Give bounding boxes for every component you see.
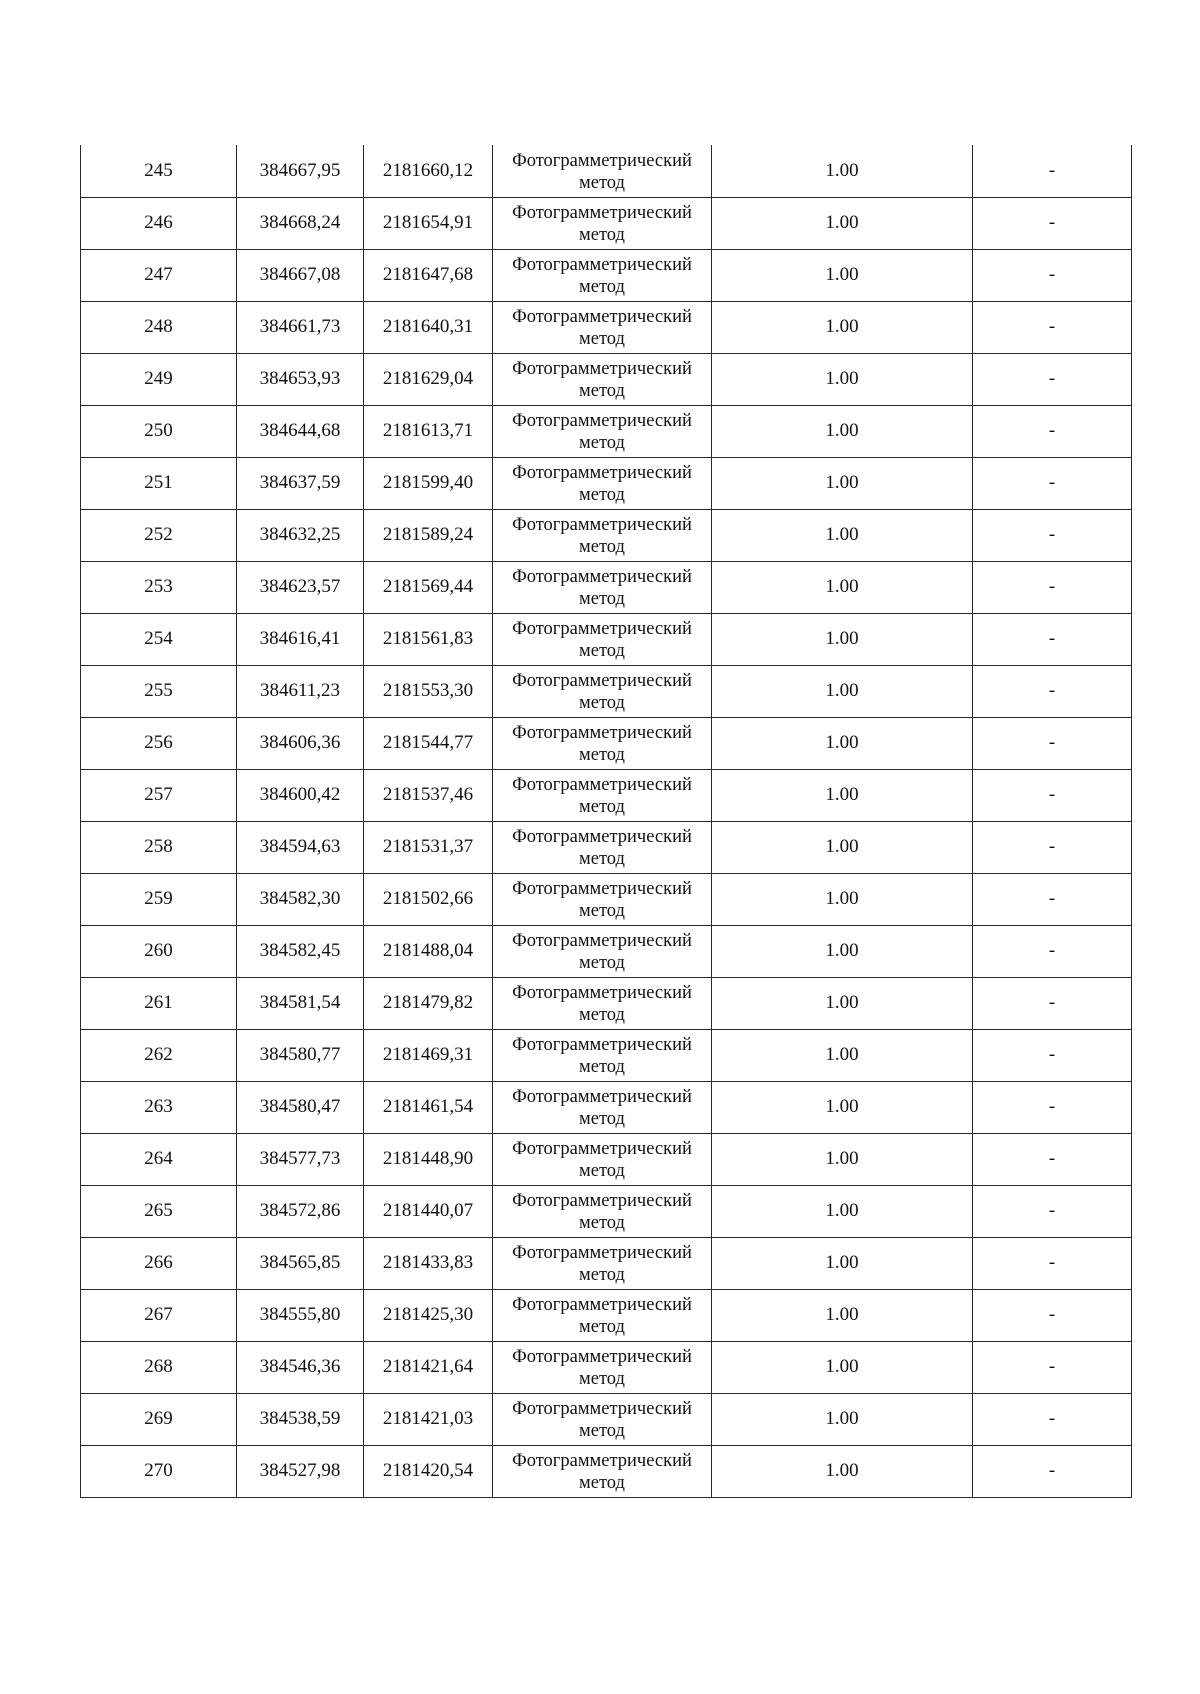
accuracy-cell: 1.00 bbox=[712, 561, 973, 613]
point-number-cell: 249 bbox=[81, 353, 237, 405]
coordinate-y-cell: 2181421,03 bbox=[364, 1393, 493, 1445]
description-cell: - bbox=[973, 301, 1132, 353]
accuracy-cell: 1.00 bbox=[712, 1289, 973, 1341]
accuracy-cell: 1.00 bbox=[712, 1185, 973, 1237]
method-text-line2: метод bbox=[579, 329, 625, 349]
coordinate-y-cell: 2181448,90 bbox=[364, 1133, 493, 1185]
coordinate-x-cell: 384555,80 bbox=[237, 1289, 364, 1341]
method-text-line2: метод bbox=[579, 381, 625, 401]
method-cell bbox=[493, 1445, 712, 1497]
point-number-cell: 270 bbox=[81, 1445, 237, 1497]
table-row bbox=[81, 1237, 1132, 1289]
point-number-cell: 253 bbox=[81, 561, 237, 613]
method-cell bbox=[493, 925, 712, 977]
method-text-line1: Фотограмметрический bbox=[512, 671, 692, 691]
method-text-line2: метод bbox=[579, 797, 625, 817]
method-cell bbox=[493, 301, 712, 353]
coordinate-x-cell: 384581,54 bbox=[237, 977, 364, 1029]
coordinate-x-cell: 384606,36 bbox=[237, 717, 364, 769]
method-text-line2: метод bbox=[579, 1369, 625, 1389]
method-text-line1: Фотограмметрический bbox=[512, 1191, 692, 1211]
description-cell: - bbox=[973, 665, 1132, 717]
accuracy-cell: 1.00 bbox=[712, 665, 973, 717]
coordinate-x-cell: 384538,59 bbox=[237, 1393, 364, 1445]
description-cell: - bbox=[973, 1133, 1132, 1185]
coordinate-x-cell: 384580,77 bbox=[237, 1029, 364, 1081]
coordinate-y-cell: 2181589,24 bbox=[364, 509, 493, 561]
coordinate-y-cell: 2181531,37 bbox=[364, 821, 493, 873]
method-text-line2: метод bbox=[579, 433, 625, 453]
accuracy-cell: 1.00 bbox=[712, 977, 973, 1029]
table-row bbox=[81, 717, 1132, 769]
accuracy-cell: 1.00 bbox=[712, 509, 973, 561]
method-cell bbox=[493, 769, 712, 821]
method-text-line1: Фотограмметрический bbox=[512, 723, 692, 743]
method-text-line1: Фотограмметрический bbox=[512, 1087, 692, 1107]
method-text-line1: Фотограмметрический bbox=[512, 619, 692, 639]
description-cell: - bbox=[973, 1185, 1132, 1237]
description-cell: - bbox=[973, 613, 1132, 665]
method-text-line1: Фотограмметрический bbox=[512, 567, 692, 587]
description-cell: - bbox=[973, 1445, 1132, 1497]
method-text-line1: Фотограмметрический bbox=[512, 307, 692, 327]
method-text-line2: метод bbox=[579, 901, 625, 921]
method-cell bbox=[493, 457, 712, 509]
description-cell: - bbox=[973, 1393, 1132, 1445]
method-cell bbox=[493, 977, 712, 1029]
coordinate-x-cell: 384668,24 bbox=[237, 197, 364, 249]
coordinate-y-cell: 2181502,66 bbox=[364, 873, 493, 925]
point-number-cell: 259 bbox=[81, 873, 237, 925]
coordinate-x-cell: 384667,08 bbox=[237, 249, 364, 301]
table-row bbox=[81, 1341, 1132, 1393]
coordinate-y-cell: 2181561,83 bbox=[364, 613, 493, 665]
coordinate-x-cell: 384661,73 bbox=[237, 301, 364, 353]
coordinate-x-cell: 384600,42 bbox=[237, 769, 364, 821]
coordinate-x-cell: 384577,73 bbox=[237, 1133, 364, 1185]
description-cell: - bbox=[973, 1029, 1132, 1081]
point-number-cell: 260 bbox=[81, 925, 237, 977]
point-number-cell: 267 bbox=[81, 1289, 237, 1341]
method-text-line1: Фотограмметрический bbox=[512, 203, 692, 223]
method-cell bbox=[493, 1341, 712, 1393]
coordinate-y-cell: 2181433,83 bbox=[364, 1237, 493, 1289]
method-text-line2: метод bbox=[579, 641, 625, 661]
coordinate-x-cell: 384637,59 bbox=[237, 457, 364, 509]
table-row bbox=[81, 197, 1132, 249]
method-text-line2: метод bbox=[579, 1213, 625, 1233]
accuracy-cell: 1.00 bbox=[712, 405, 973, 457]
description-cell: - bbox=[973, 717, 1132, 769]
method-text-line1: Фотограмметрический bbox=[512, 879, 692, 899]
table-row bbox=[81, 405, 1132, 457]
coordinate-x-cell: 384572,86 bbox=[237, 1185, 364, 1237]
point-number-cell: 251 bbox=[81, 457, 237, 509]
point-number-cell: 255 bbox=[81, 665, 237, 717]
method-text-line2: метод bbox=[579, 693, 625, 713]
method-text-line1: Фотограмметрический bbox=[512, 983, 692, 1003]
table-row bbox=[81, 1133, 1132, 1185]
coordinate-y-cell: 2181421,64 bbox=[364, 1341, 493, 1393]
method-text-line1: Фотограмметрический bbox=[512, 1451, 692, 1471]
accuracy-cell: 1.00 bbox=[712, 821, 973, 873]
description-cell: - bbox=[973, 1289, 1132, 1341]
table-row bbox=[81, 821, 1132, 873]
coordinate-x-cell: 384546,36 bbox=[237, 1341, 364, 1393]
method-text-line2: метод bbox=[579, 1161, 625, 1181]
coordinate-x-cell: 384582,30 bbox=[237, 873, 364, 925]
point-number-cell: 263 bbox=[81, 1081, 237, 1133]
description-cell: - bbox=[973, 561, 1132, 613]
table-row bbox=[81, 1445, 1132, 1497]
method-cell bbox=[493, 353, 712, 405]
accuracy-cell: 1.00 bbox=[712, 1393, 973, 1445]
method-text-line1: Фотограмметрический bbox=[512, 515, 692, 535]
accuracy-cell: 1.00 bbox=[712, 769, 973, 821]
accuracy-cell: 1.00 bbox=[712, 353, 973, 405]
point-number-cell: 265 bbox=[81, 1185, 237, 1237]
method-text-line2: метод bbox=[579, 953, 625, 973]
method-text-line2: метод bbox=[579, 485, 625, 505]
coordinate-x-cell: 384527,98 bbox=[237, 1445, 364, 1497]
table-row bbox=[81, 873, 1132, 925]
accuracy-cell: 1.00 bbox=[712, 873, 973, 925]
method-text-line1: Фотограмметрический bbox=[512, 1399, 692, 1419]
coordinate-x-cell: 384667,95 bbox=[237, 145, 364, 197]
table-row bbox=[81, 613, 1132, 665]
point-number-cell: 262 bbox=[81, 1029, 237, 1081]
coordinate-y-cell: 2181613,71 bbox=[364, 405, 493, 457]
method-cell bbox=[493, 197, 712, 249]
method-text-line1: Фотограмметрический bbox=[512, 463, 692, 483]
method-text-line1: Фотограмметрический bbox=[512, 1139, 692, 1159]
coordinate-x-cell: 384623,57 bbox=[237, 561, 364, 613]
method-text-line2: метод bbox=[579, 849, 625, 869]
point-number-cell: 268 bbox=[81, 1341, 237, 1393]
coordinate-y-cell: 2181544,77 bbox=[364, 717, 493, 769]
table-row bbox=[81, 665, 1132, 717]
method-cell bbox=[493, 405, 712, 457]
method-text-line2: метод bbox=[579, 589, 625, 609]
point-number-cell: 252 bbox=[81, 509, 237, 561]
coordinate-y-cell: 2181469,31 bbox=[364, 1029, 493, 1081]
table-row bbox=[81, 1185, 1132, 1237]
point-number-cell: 261 bbox=[81, 977, 237, 1029]
method-text-line1: Фотограмметрический bbox=[512, 255, 692, 275]
method-text-line2: метод bbox=[579, 745, 625, 765]
accuracy-cell: 1.00 bbox=[712, 717, 973, 769]
table-row bbox=[81, 249, 1132, 301]
method-cell bbox=[493, 1081, 712, 1133]
method-text-line2: метод bbox=[579, 172, 625, 193]
method-text-line2: метод bbox=[579, 277, 625, 297]
method-cell bbox=[493, 1185, 712, 1237]
method-cell bbox=[493, 613, 712, 665]
table-row bbox=[81, 457, 1132, 509]
coordinate-y-cell: 2181599,40 bbox=[364, 457, 493, 509]
coordinates-table-body bbox=[81, 145, 1132, 1497]
accuracy-cell: 1.00 bbox=[712, 301, 973, 353]
method-text-line2: метод bbox=[579, 1057, 625, 1077]
method-text-line2: метод bbox=[579, 1421, 625, 1441]
method-text-line1: Фотограмметрический bbox=[512, 1035, 692, 1055]
table-row bbox=[81, 1393, 1132, 1445]
coordinate-x-cell: 384582,45 bbox=[237, 925, 364, 977]
coordinate-y-cell: 2181425,30 bbox=[364, 1289, 493, 1341]
method-text-line1: Фотограмметрический bbox=[512, 1243, 692, 1263]
table-row bbox=[81, 925, 1132, 977]
description-cell: - bbox=[973, 249, 1132, 301]
method-cell bbox=[493, 509, 712, 561]
coordinates-table bbox=[80, 145, 1132, 1498]
coordinate-x-cell: 384653,93 bbox=[237, 353, 364, 405]
point-number-cell: 245 bbox=[81, 145, 237, 197]
method-text-line1: Фотограмметрический bbox=[512, 150, 692, 171]
coordinate-x-cell: 384594,63 bbox=[237, 821, 364, 873]
method-cell bbox=[493, 665, 712, 717]
method-text-line2: метод bbox=[579, 1005, 625, 1025]
method-text-line2: метод bbox=[579, 537, 625, 557]
coordinate-x-cell: 384644,68 bbox=[237, 405, 364, 457]
coordinate-y-cell: 2181569,44 bbox=[364, 561, 493, 613]
point-number-cell: 266 bbox=[81, 1237, 237, 1289]
description-cell: - bbox=[973, 821, 1132, 873]
accuracy-cell: 1.00 bbox=[712, 925, 973, 977]
accuracy-cell: 1.00 bbox=[712, 1133, 973, 1185]
accuracy-cell: 1.00 bbox=[712, 1081, 973, 1133]
method-text-line1: Фотограмметрический bbox=[512, 411, 692, 431]
point-number-cell: 256 bbox=[81, 717, 237, 769]
coordinate-y-cell: 2181553,30 bbox=[364, 665, 493, 717]
description-cell: - bbox=[973, 197, 1132, 249]
method-text-line1: Фотограмметрический bbox=[512, 1295, 692, 1315]
point-number-cell: 254 bbox=[81, 613, 237, 665]
method-cell bbox=[493, 821, 712, 873]
description-cell: - bbox=[973, 1237, 1132, 1289]
accuracy-cell: 1.00 bbox=[712, 145, 973, 197]
description-cell: - bbox=[973, 457, 1132, 509]
description-cell: - bbox=[973, 509, 1132, 561]
description-cell: - bbox=[973, 769, 1132, 821]
table-row bbox=[81, 509, 1132, 561]
coordinate-y-cell: 2181461,54 bbox=[364, 1081, 493, 1133]
coordinate-y-cell: 2181537,46 bbox=[364, 769, 493, 821]
description-cell: - bbox=[973, 977, 1132, 1029]
coordinate-x-cell: 384632,25 bbox=[237, 509, 364, 561]
accuracy-cell: 1.00 bbox=[712, 613, 973, 665]
method-cell bbox=[493, 1393, 712, 1445]
point-number-cell: 247 bbox=[81, 249, 237, 301]
table-row bbox=[81, 301, 1132, 353]
description-cell: - bbox=[973, 353, 1132, 405]
method-text-line1: Фотограмметрический bbox=[512, 1347, 692, 1367]
method-cell bbox=[493, 1237, 712, 1289]
method-text-line2: метод bbox=[579, 1473, 625, 1493]
method-cell bbox=[493, 1133, 712, 1185]
method-cell bbox=[493, 145, 712, 197]
point-number-cell: 258 bbox=[81, 821, 237, 873]
point-number-cell: 257 bbox=[81, 769, 237, 821]
coordinate-y-cell: 2181440,07 bbox=[364, 1185, 493, 1237]
coordinate-x-cell: 384616,41 bbox=[237, 613, 364, 665]
coordinate-y-cell: 2181488,04 bbox=[364, 925, 493, 977]
table-row bbox=[81, 145, 1132, 197]
point-number-cell: 250 bbox=[81, 405, 237, 457]
coordinate-y-cell: 2181647,68 bbox=[364, 249, 493, 301]
coordinate-y-cell: 2181629,04 bbox=[364, 353, 493, 405]
method-cell bbox=[493, 717, 712, 769]
accuracy-cell: 1.00 bbox=[712, 1445, 973, 1497]
method-text-line2: метод bbox=[579, 1317, 625, 1337]
method-cell bbox=[493, 1029, 712, 1081]
description-cell: - bbox=[973, 1081, 1132, 1133]
accuracy-cell: 1.00 bbox=[712, 1341, 973, 1393]
coordinate-x-cell: 384611,23 bbox=[237, 665, 364, 717]
coordinate-x-cell: 384580,47 bbox=[237, 1081, 364, 1133]
coordinate-y-cell: 2181479,82 bbox=[364, 977, 493, 1029]
accuracy-cell: 1.00 bbox=[712, 457, 973, 509]
description-cell: - bbox=[973, 925, 1132, 977]
method-text-line2: метод bbox=[579, 225, 625, 245]
accuracy-cell: 1.00 bbox=[712, 1237, 973, 1289]
method-text-line1: Фотограмметрический bbox=[512, 827, 692, 847]
coordinate-y-cell: 2181640,31 bbox=[364, 301, 493, 353]
table-row bbox=[81, 1029, 1132, 1081]
description-cell: - bbox=[973, 145, 1132, 197]
table-row bbox=[81, 769, 1132, 821]
method-cell bbox=[493, 249, 712, 301]
accuracy-cell: 1.00 bbox=[712, 197, 973, 249]
coordinate-y-cell: 2181654,91 bbox=[364, 197, 493, 249]
method-cell bbox=[493, 1289, 712, 1341]
point-number-cell: 246 bbox=[81, 197, 237, 249]
accuracy-cell: 1.00 bbox=[712, 1029, 973, 1081]
accuracy-cell: 1.00 bbox=[712, 249, 973, 301]
table-row bbox=[81, 353, 1132, 405]
method-cell bbox=[493, 873, 712, 925]
method-text-line2: метод bbox=[579, 1265, 625, 1285]
description-cell: - bbox=[973, 873, 1132, 925]
table-row bbox=[81, 977, 1132, 1029]
point-number-cell: 264 bbox=[81, 1133, 237, 1185]
table-row bbox=[81, 561, 1132, 613]
coordinate-y-cell: 2181660,12 bbox=[364, 145, 493, 197]
table-row bbox=[81, 1081, 1132, 1133]
table-row bbox=[81, 1289, 1132, 1341]
point-number-cell: 269 bbox=[81, 1393, 237, 1445]
method-text-line1: Фотограмметрический bbox=[512, 775, 692, 795]
point-number-cell: 248 bbox=[81, 301, 237, 353]
method-cell bbox=[493, 561, 712, 613]
method-text-line2: метод bbox=[579, 1109, 625, 1129]
method-text-line1: Фотограмметрический bbox=[512, 931, 692, 951]
coordinate-y-cell: 2181420,54 bbox=[364, 1445, 493, 1497]
description-cell: - bbox=[973, 1341, 1132, 1393]
method-text-line1: Фотограмметрический bbox=[512, 359, 692, 379]
description-cell: - bbox=[973, 405, 1132, 457]
coordinate-x-cell: 384565,85 bbox=[237, 1237, 364, 1289]
